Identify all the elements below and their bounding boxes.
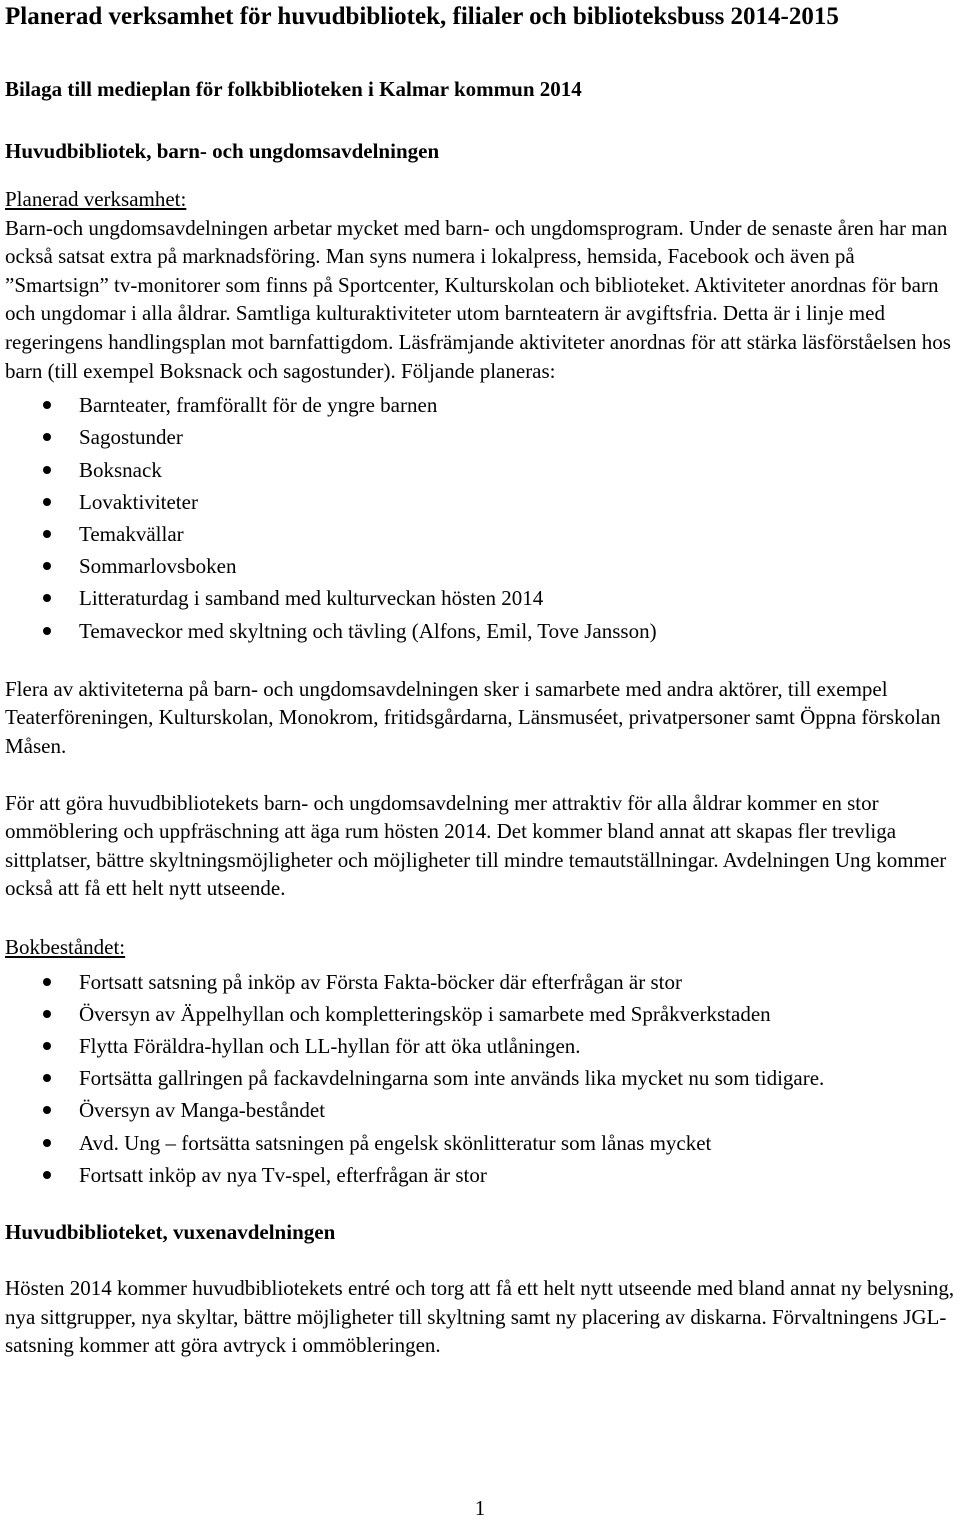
bullet-icon — [43, 1042, 51, 1050]
planned-activities-label-text: Planerad verksamhet: — [5, 187, 187, 211]
collection-list — [5, 966, 957, 1191]
document-subtitle: Bilaga till medieplan för folkbiblioteken i Kalmar kommun 2014 — [5, 77, 582, 101]
bullet-icon — [43, 627, 51, 635]
bullet-icon — [43, 594, 51, 602]
collection-label — [5, 933, 957, 962]
list-item-text: Sagostunder — [79, 425, 183, 450]
planned-activities-list — [5, 389, 957, 647]
list-item-text: Lovaktiviteter — [79, 489, 198, 514]
bullet-icon — [43, 433, 51, 441]
list-item-text: Boksnack — [79, 457, 162, 482]
list-item-text: Sommarlovsboken — [79, 554, 237, 579]
planned-activities-label — [5, 185, 957, 214]
bullet-icon — [43, 466, 51, 474]
list-item — [5, 550, 957, 582]
section-heading-adults: Huvudbiblioteket, vuxenavdelningen — [5, 1219, 336, 1244]
list-item — [5, 486, 957, 518]
list-item — [5, 421, 957, 453]
list-item — [5, 1127, 957, 1159]
section-adults — [5, 1218, 957, 1360]
list-item-text: Temaveckor med skyltning och tävling (Alfons, Emil, Tove Jansson) — [79, 618, 657, 643]
list-item-text: Litteraturdag i samband med kulturveckan hösten 2014 — [79, 586, 544, 611]
list-item-text: Översyn av Manga-beståndet — [79, 1098, 326, 1123]
list-item-text: Flytta Föräldra-hyllan och LL-hyllan för att öka utlåningen. — [79, 1033, 581, 1058]
list-item — [5, 518, 957, 550]
bullet-icon — [43, 1010, 51, 1018]
page-number: 1 — [474, 1496, 486, 1520]
list-item-text: Fortsatt satsning på inköp av Första Fakta-böcker där efterfrågan är stor — [79, 969, 682, 994]
list-item — [5, 389, 957, 421]
collection-label-text: Bokbeståndet: — [5, 934, 126, 959]
section-children — [5, 137, 957, 1191]
bullet-icon — [43, 562, 51, 570]
list-item — [5, 1094, 957, 1126]
list-item-text: Översyn av Äppelhyllan och kompletteringsköp i samarbete med Språkverkstaden — [79, 1001, 771, 1026]
list-item — [5, 454, 957, 486]
bullet-icon — [43, 978, 51, 986]
list-item — [5, 582, 957, 614]
list-item-text: Avd. Ung – fortsätta satsningen på engelsk skönlitteratur som lånas mycket — [79, 1130, 712, 1155]
bullet-icon — [43, 1139, 51, 1147]
intro-paragraph: Barn-och ungdomsavdelningen arbetar mycket med barn- och ungdomsprogram. Under de senaste åren har man också satsat extra på marknadsföring. Man syns numera i lokalpress, hemsida, Facebook och även på ”Smartsign” tv-monitorer som finns på Sportcenter, Kulturskolan och biblioteket. Aktiviteter anordnas för barn och ungdomar i alla åldrar. Samtliga kulturaktiviteter utom barnteatern är avgiftsfria. Detta är i linje med regeringens handlingsplan mot barnfattigdom. Läsfrämjande aktiviteter anordnas för att stärka läsförståelsen hos barn (till exempel Boksnack och sagostunder). Följande planeras: — [5, 215, 951, 383]
list-item — [5, 1030, 957, 1062]
list-item — [5, 615, 957, 647]
list-item-text: Temakvällar — [79, 521, 184, 546]
renovation-paragraph: För att göra huvudbibliotekets barn- och ungdomsavdelning mer attraktiv för alla åldrar kommer en stor ommöblering och uppfräschning att äga rum hösten 2014. Det kommer bland annat att skapas fler trevliga sittplatser, bättre skyltningsmöjligheter och möjligheter till mindre temautställningar. Avdelningen Ung kommer också att få ett helt nytt utseende. — [5, 790, 947, 901]
bullet-icon — [43, 1074, 51, 1082]
list-item — [5, 966, 957, 998]
adults-paragraph: Hösten 2014 kommer huvudbibliotekets entré och torg att få ett helt nytt utseende med bland annat ny belysning, nya sittgrupper, nya skyltar, bättre möjligheter till skyltning samt ny placering av diskarna. Förvaltningens JGL-satsning kommer att göra avtryck i ommöbleringen. — [5, 1275, 955, 1358]
bullet-icon — [43, 530, 51, 538]
list-item — [5, 998, 957, 1030]
document-page — [5, 0, 957, 1360]
bullet-icon — [43, 498, 51, 506]
document-title: Planerad verksamhet för huvudbibliotek, filialer och biblioteksbuss 2014-2015 — [5, 3, 839, 30]
bullet-icon — [43, 401, 51, 409]
bullet-icon — [43, 1171, 51, 1179]
bullet-icon — [43, 1106, 51, 1114]
list-item — [5, 1062, 957, 1094]
cooperation-paragraph: Flera av aktiviteterna på barn- och ungdomsavdelningen sker i samarbete med andra aktörer, till exempel Teaterföreningen, Kulturskolan, Monokrom, fritidsgårdarna, Länsmuséet, privatpersoner samt Öppna förskolan Måsen. — [5, 676, 941, 758]
list-item-text: Fortsätta gallringen på fackavdelningarna som inte används lika mycket nu som tidigare. — [79, 1066, 825, 1091]
list-item-text: Fortsatt inköp av nya Tv-spel, efterfrågan är stor — [79, 1162, 487, 1187]
list-item-text: Barnteater, framförallt för de yngre barnen — [79, 393, 438, 418]
section-heading-children: Huvudbibliotek, barn- och ungdomsavdelningen — [5, 139, 440, 163]
list-item — [5, 1159, 957, 1191]
